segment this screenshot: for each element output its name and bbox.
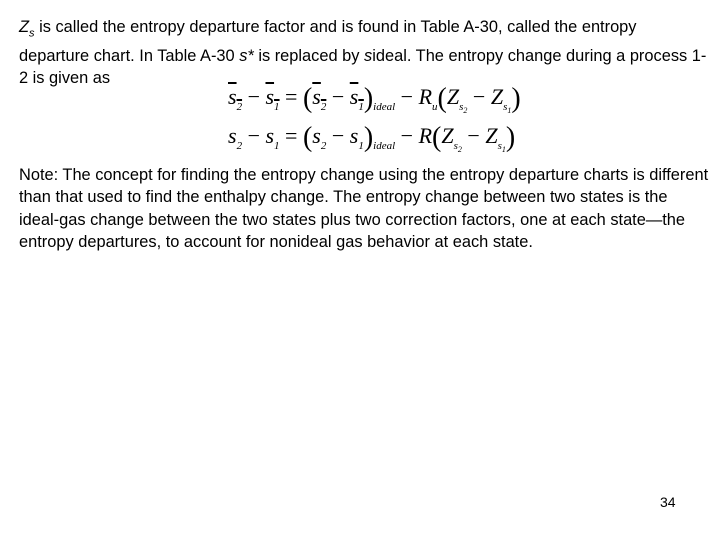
page-number: 34 bbox=[660, 494, 676, 510]
intro-text-a: is called the entropy departure factor and is found in Table A-30, called the entropy departure chart. In Table A-30 bbox=[19, 18, 637, 65]
s-ideal-s: s bbox=[364, 46, 373, 65]
s-ideal-rest: ideal. bbox=[372, 46, 412, 65]
z-subscript: s bbox=[29, 27, 35, 40]
s-star-symbol: s* bbox=[239, 46, 254, 65]
equation-mass-entropy-change: $s_2 - s_1 = (s_2 - s_1)_{ideal} - R(Z_{s_2} - Z_{s_1})$ bbox=[228, 122, 516, 154]
intro-paragraph bbox=[19, 16, 709, 89]
intro-text-b: is replaced by bbox=[253, 46, 365, 65]
intro-text-c: The entropy change during a process 1-2 is given as bbox=[19, 46, 707, 87]
z-symbol: Z bbox=[19, 18, 30, 36]
equation-molar-entropy-change: $s_2 - s_1 = (s_2 - s_1)_{ideal} - R_u(Z_{s_2} - Z_{s_1})$ bbox=[228, 83, 521, 115]
note-paragraph: Note: The concept for finding the entropy change using the entropy departure charts is different than that used to find the enthalpy change. The entropy change between two states is the ideal-gas change between the two states plus two correction factors, one at each state—the entropy departures, to account for nonideal gas behavior at each state. bbox=[19, 166, 709, 251]
